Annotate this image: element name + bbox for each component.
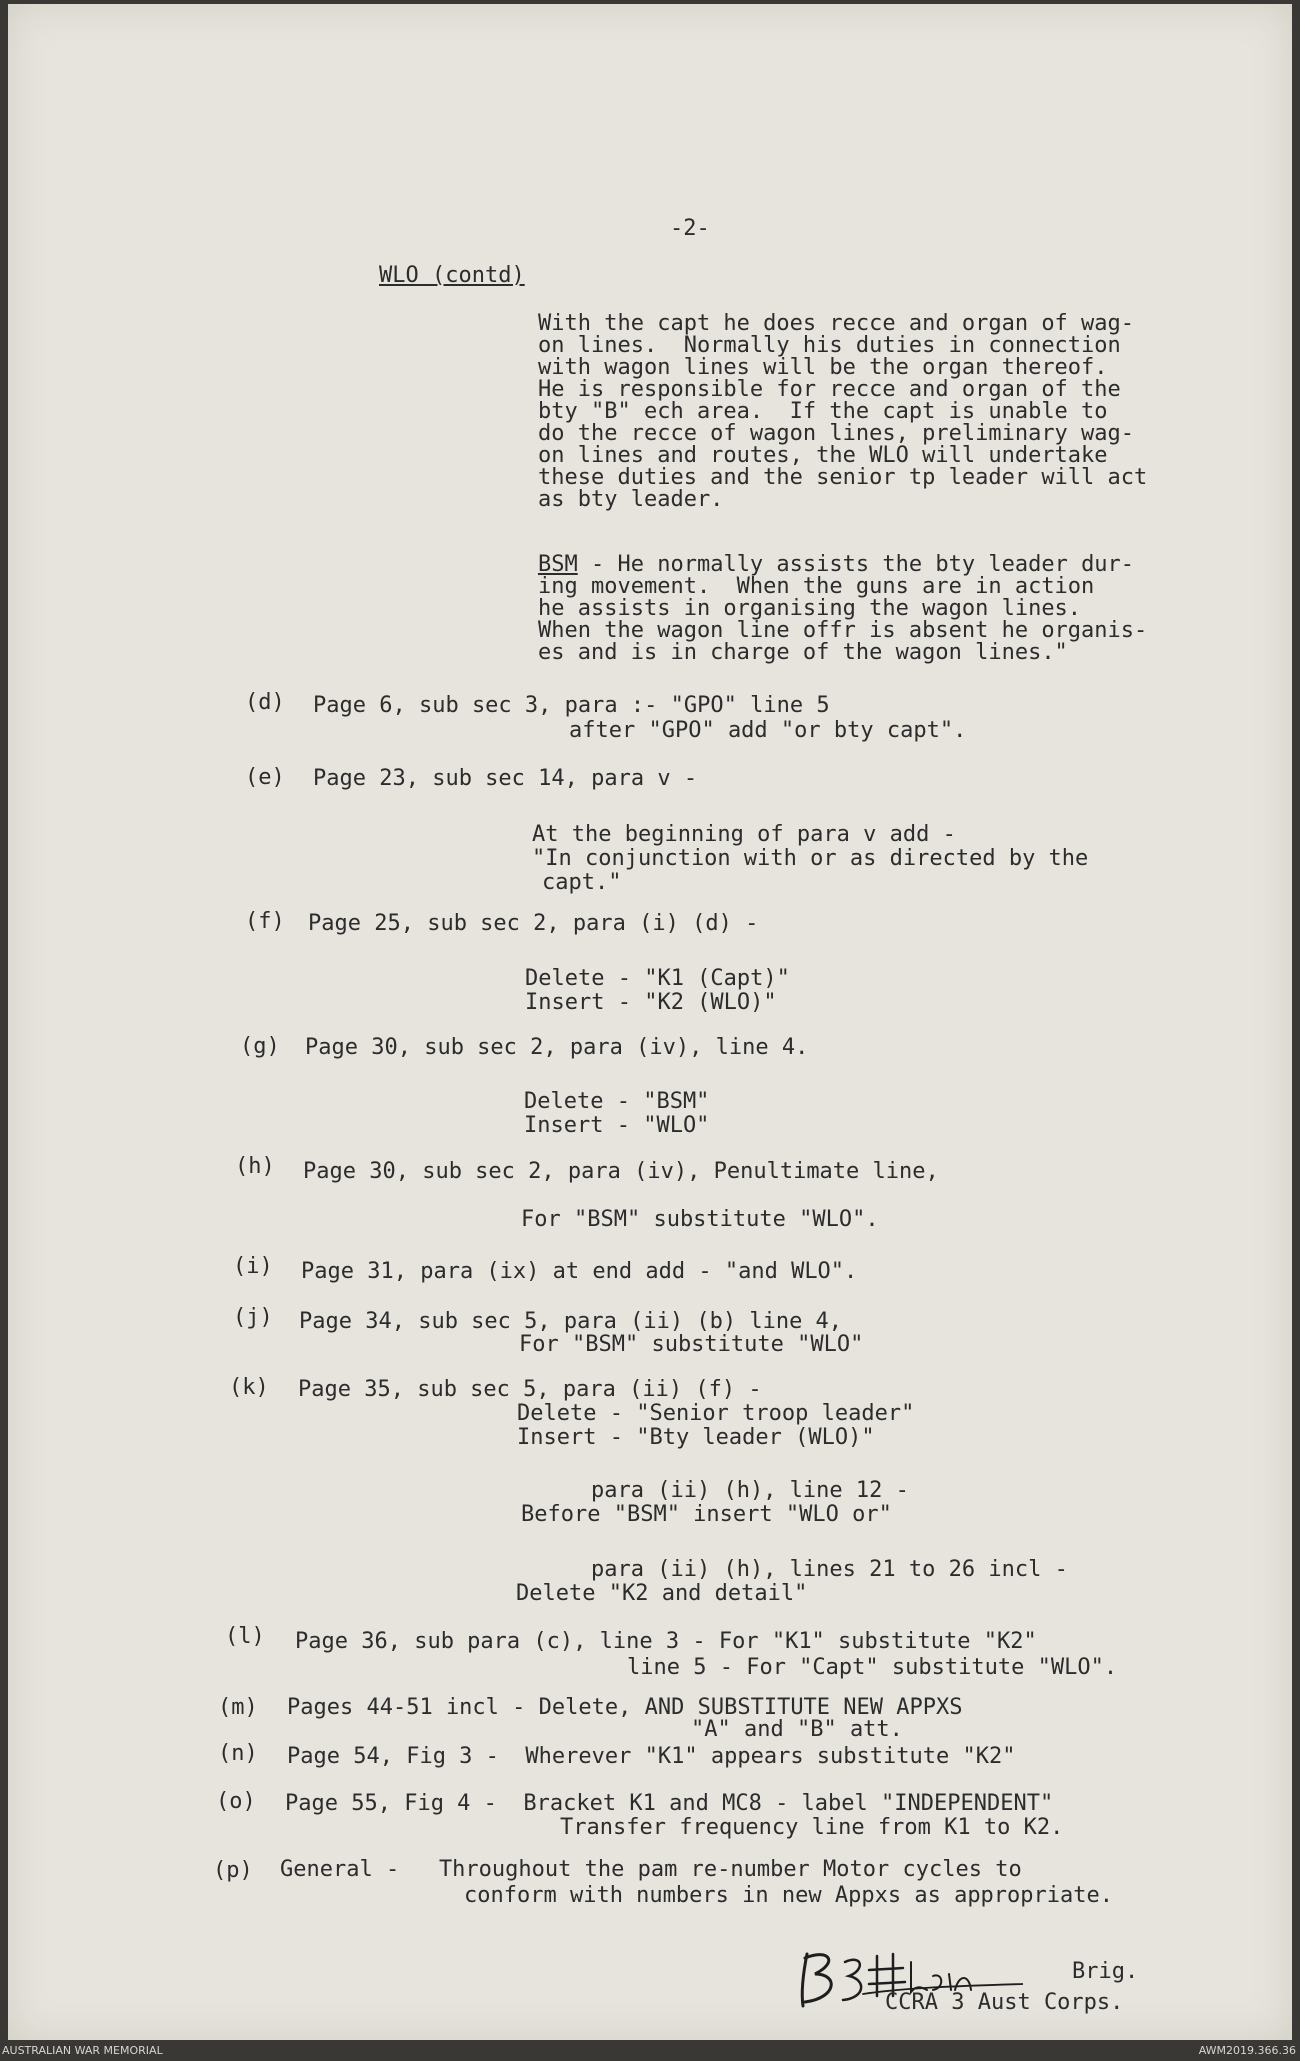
text-line: With the capt he does recce and organ of wag- bbox=[538, 311, 1135, 336]
text-line: bty "B" ech area. If the capt is unable to bbox=[538, 399, 1108, 424]
item-detail: Delete - "K1 (Capt)" bbox=[525, 966, 790, 991]
item-detail: Delete - "Senior troop leader" bbox=[517, 1401, 915, 1426]
text-line: on lines. Normally his duties in connection bbox=[538, 333, 1121, 358]
item-label: (p) bbox=[213, 1858, 253, 1883]
bsm-label: BSM bbox=[538, 552, 578, 577]
item-text: Page 34, sub sec 5, para (ii) (b) line 4, bbox=[299, 1309, 843, 1334]
item-detail: Before "BSM" insert "WLO or" bbox=[521, 1502, 892, 1527]
text-line: as bty leader. bbox=[538, 487, 724, 512]
item-label: (e) bbox=[245, 765, 285, 790]
item-label: (j) bbox=[233, 1305, 273, 1330]
archive-footer bbox=[0, 2040, 1300, 2061]
text-line: ing movement. When the guns are in action bbox=[538, 574, 1095, 599]
footer-accession-number: AWM2019.366.36 bbox=[1198, 2044, 1296, 2057]
text-line: these duties and the senior tp leader will act bbox=[538, 465, 1148, 490]
item-label: (n) bbox=[218, 1741, 258, 1766]
page-number: -2- bbox=[670, 216, 710, 241]
item-detail: Delete "K2 and detail" bbox=[516, 1581, 808, 1606]
item-text: Page 23, sub sec 14, para v - bbox=[313, 766, 698, 791]
item-text: Page 54, Fig 3 - Wherever "K1" appears substitute "K2" bbox=[287, 1744, 1016, 1769]
item-label: (i) bbox=[233, 1254, 273, 1279]
item-text: General - Throughout the pam re-number Motor cycles to bbox=[280, 1857, 1022, 1882]
item-detail: conform with numbers in new Appxs as appropriate. bbox=[464, 1883, 1114, 1908]
item-text: Page 55, Fig 4 - Bracket K1 and MC8 - label "INDEPENDENT" bbox=[285, 1791, 1054, 1816]
item-label: (m) bbox=[218, 1695, 258, 1720]
item-text: Page 30, sub sec 2, para (iv), Penultimate line, bbox=[303, 1159, 939, 1184]
item-detail: "A" and "B" att. bbox=[691, 1717, 903, 1742]
item-text: Page 25, sub sec 2, para (i) (d) - bbox=[308, 911, 759, 936]
item-detail: after "GPO" add "or bty capt". bbox=[569, 718, 967, 743]
item-text: Pages 44-51 incl - Delete, AND SUBSTITUTE NEW APPXS bbox=[287, 1695, 963, 1720]
item-detail: At the beginning of para v add - bbox=[532, 822, 956, 847]
text-line: with wagon lines will be the organ thereof. bbox=[538, 355, 1108, 380]
text-line: es and is in charge of the wagon lines." bbox=[538, 640, 1068, 665]
text-line: When the wagon line offr is absent he organis- bbox=[538, 618, 1148, 643]
signature-rank: Brig. bbox=[1072, 1959, 1139, 1984]
item-text: Page 30, sub sec 2, para (iv), line 4. bbox=[305, 1035, 809, 1060]
text-line: do the recce of wagon lines, preliminary wag- bbox=[538, 421, 1135, 446]
text-line-rest: - He normally assists the bty leader dur- bbox=[577, 552, 1135, 577]
text-line: He is responsible for recce and organ of the bbox=[538, 377, 1121, 402]
item-detail: For "BSM" substitute "WLO" bbox=[519, 1332, 864, 1357]
item-detail: Insert - "Bty leader (WLO)" bbox=[517, 1425, 875, 1450]
item-detail: Insert - "WLO" bbox=[524, 1113, 710, 1138]
item-label: (f) bbox=[245, 909, 285, 934]
item-detail: para (ii) (h), line 12 - bbox=[591, 1478, 909, 1503]
item-label: (l) bbox=[225, 1624, 265, 1649]
text-line: he assists in organising the wagon lines. bbox=[538, 596, 1082, 621]
item-detail: para (ii) (h), lines 21 to 26 incl - bbox=[591, 1557, 1068, 1582]
section-heading: WLO (contd) bbox=[379, 263, 525, 288]
signature-title: CCRA 3 Aust Corps. bbox=[885, 1990, 1124, 2015]
item-detail: capt." bbox=[542, 870, 622, 895]
item-detail: line 5 - For "Capt" substitute "WLO". bbox=[627, 1655, 1118, 1680]
item-detail: For "BSM" substitute "WLO". bbox=[521, 1207, 879, 1232]
text-line: on lines and routes, the WLO will undertake bbox=[538, 443, 1108, 468]
item-text: Page 35, sub sec 5, para (ii) (f) - bbox=[298, 1377, 762, 1402]
document-page bbox=[8, 4, 1292, 2040]
item-label: (h) bbox=[235, 1154, 275, 1179]
item-label: (g) bbox=[240, 1034, 280, 1059]
item-text: Page 6, sub sec 3, para :- "GPO" line 5 bbox=[313, 693, 830, 718]
item-detail: "In conjunction with or as directed by the bbox=[532, 846, 1089, 871]
footer-institution: AUSTRALIAN WAR MEMORIAL bbox=[2, 2044, 163, 2057]
item-label: (d) bbox=[245, 690, 285, 715]
item-detail: Transfer frequency line from K1 to K2. bbox=[560, 1815, 1064, 1840]
item-detail: Insert - "K2 (WLO)" bbox=[525, 990, 777, 1015]
item-detail: Delete - "BSM" bbox=[524, 1089, 710, 1114]
item-text: Page 31, para (ix) at end add - "and WLO". bbox=[301, 1259, 858, 1284]
item-text: Page 36, sub para (c), line 3 - For "K1" substitute "K2" bbox=[295, 1629, 1037, 1654]
item-label: (k) bbox=[229, 1375, 269, 1400]
item-label: (o) bbox=[216, 1789, 256, 1814]
